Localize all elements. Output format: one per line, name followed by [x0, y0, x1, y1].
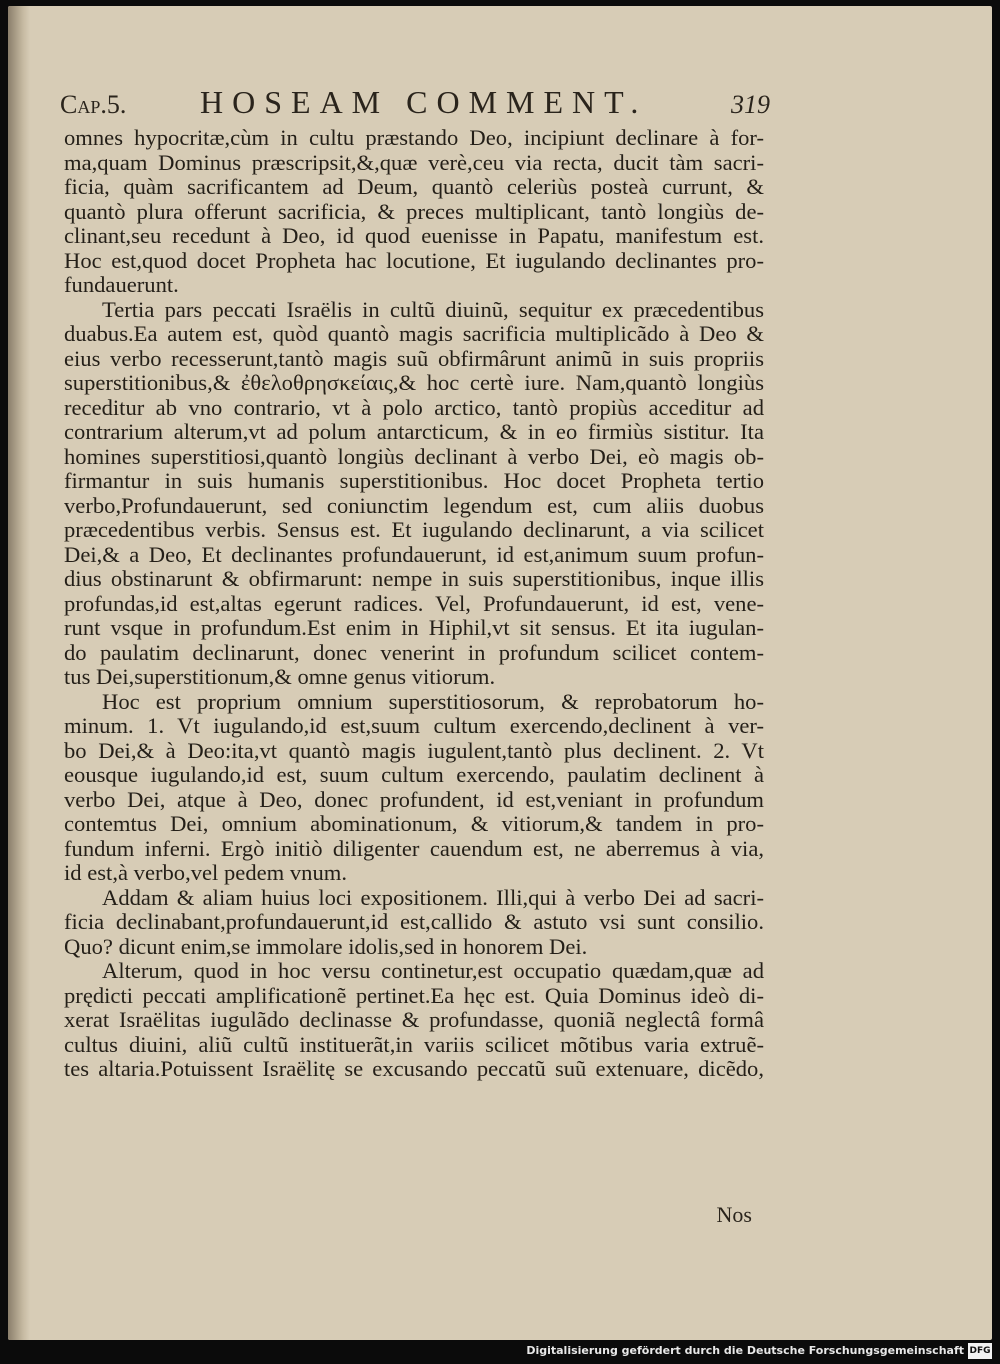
- text-line: fundauerunt.: [64, 272, 179, 297]
- text-line: receditur ab vno contrario, vt à polo arctico, tantò propiùs acceditur ad: [64, 394, 764, 420]
- dfg-logo-icon: DFG: [968, 1343, 992, 1359]
- text-line: ficia declinabant,profundauerunt,id est,callido & astuto vsi sunt consilio.: [64, 909, 764, 934]
- text-line: contemtus Dei, omnium abominationum, & vitiorum,& tandem in pro-: [64, 811, 764, 836]
- footer-bar: [0, 1340, 1000, 1364]
- text-line: quantò plura offerunt sacrificia, & preces multiplicant, tantò longiùs de-: [64, 198, 764, 224]
- page-number: 319: [731, 90, 770, 119]
- text-line: Hoc est proprium omnium superstitiosorum, & reprobatorum ho-: [102, 688, 764, 714]
- text-line: tes altaria.Potuissent Israëlitę se excusando peccatũ suũ extenuare, dicẽdo,: [64, 1056, 764, 1081]
- text-line: runt vsque in profundum.Est enim in Hiphil,vt sit sensus. Et ita iugulan-: [64, 615, 764, 640]
- text-line: Addam & aliam huius loci expositionem. Illi,qui à verbo Dei ad sacri-: [102, 884, 764, 910]
- text-line: Tertia pars peccati Israëlis in cultũ diuinũ, sequitur ex præcedentibus: [102, 296, 764, 322]
- text-line: xerat Israëlitas iugulãdo declinasse & profundasse, quoniã neglectâ formâ: [64, 1007, 764, 1032]
- text-line: contrarium alterum,vt ad polum antarcticum, & in eo firmiùs sistitur. Ita: [64, 419, 764, 444]
- text-line: homines superstitiosi,quantò longiùs declinant à verbo Dei, eò magis ob-: [64, 443, 764, 469]
- text-line: superstitionibus,& ἐθελοθρησκείαις,& hoc certè iure. Nam,quantò longiùs: [64, 370, 764, 395]
- text-line: Quo? dicunt enim,se immolare idolis,sed in honorem Dei.: [64, 933, 588, 959]
- text-line: Alterum, quod in hoc versu continetur,est occupatio quædam,quæ ad: [102, 958, 764, 983]
- text-line: prędicti peccati amplificationẽ pertinet.Ea hęc est. Quia Dominus ideò di-: [64, 982, 764, 1008]
- text-line: id est,à verbo,vel pedem vnum.: [64, 860, 347, 885]
- text-line: Dei,& a Deo, Et declinantes profundauerunt, id est,animum suum profun-: [64, 541, 764, 567]
- text-line: cultus diuini, aliũ cultũ instituerãt,in variis scilicet mõtibus varia extruẽ-: [64, 1031, 764, 1057]
- text-line: eius verbo recesserunt,tantò magis suũ obfirmârunt animũ in suis propriis: [64, 345, 764, 371]
- text-line: ficia, quàm sacrificantem ad Deum, quantò celeriùs posteà currunt, &: [64, 174, 764, 199]
- text-line: minum. 1. Vt iugulando,id est,suum cultum exercendo,declinent à ver-: [64, 713, 764, 738]
- text-line: tus Dei,superstitionum,& omne genus vitiorum.: [64, 664, 496, 689]
- catchword: Nos: [716, 1202, 752, 1227]
- text-line: Hoc est,quod docet Propheta hac locutione, Et iugulando declinantes pro-: [64, 247, 764, 273]
- text-line: profundas,id est,altas egerunt radices. Vel, Profundauerunt, id est, vene-: [64, 590, 764, 616]
- text-line: eousque iugulando,id est, suum cultum exercendo, paulatim declinent à: [64, 762, 764, 787]
- text-line: clinant,seu recedunt à Deo, id quod euenisse in Papatu, manifestum est.: [64, 223, 764, 248]
- book-page: [8, 6, 992, 1340]
- text-line: fundum inferni. Ergò initiò diligenter cauendum est, ne aberremus à via,: [64, 835, 764, 861]
- funding-credit: Digitalisierung gefördert durch die Deutsche Forschungsgemeinschaft: [526, 1344, 964, 1357]
- text-line: præcedentibus verbis. Sensus est. Et iugulando declinarunt, a via scilicet: [64, 517, 764, 542]
- text-line: ma,quam Dominus præscripsit,&,quæ verè,ceu via recta, ducit tàm sacri-: [64, 149, 764, 175]
- text-line: verbo Dei, atque à Deo, donec profundent, id est,veniant in profundum: [64, 786, 764, 812]
- text-line: bo Dei,& à Deo:ita,vt quantò magis iugulent,tantò plus declinent. 2. Vt: [64, 737, 764, 763]
- text-line: firmantur in suis humanis superstitionibus. Hoc docet Propheta tertio: [64, 468, 764, 493]
- text-line: duabus.Ea autem est, quòd quantò magis sacrificia multiplicãdo à Deo &: [64, 321, 764, 346]
- text-line: verbo,Profundauerunt, sed coniunctim legendum est, cum aliis duobus: [64, 492, 764, 518]
- page-gutter: [8, 6, 30, 1340]
- running-header: [60, 84, 770, 124]
- chapter-label: Cap.5.: [60, 90, 127, 119]
- text-line: omnes hypocritæ,cùm in cultu præstando Deo, incipiunt declinare à for-: [64, 125, 764, 150]
- text-line: dius obstinarunt & obfirmarunt: nempe in suis superstitionibus, inque illis: [64, 566, 764, 591]
- text-line: do paulatim declinarunt, donec venerint in profundum scilicet contem-: [64, 639, 764, 665]
- running-title: HOSEAM COMMENT.: [200, 84, 648, 120]
- body-text: [64, 126, 764, 1082]
